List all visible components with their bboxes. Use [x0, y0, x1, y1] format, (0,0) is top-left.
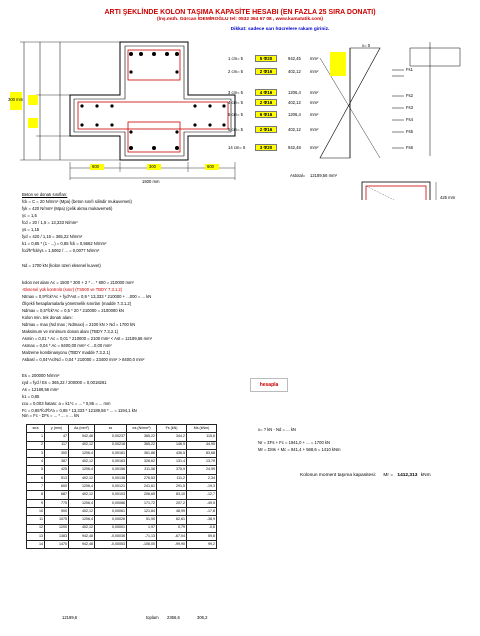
table-cell: 942,48: [69, 532, 95, 540]
table-cell: 0,00061: [95, 507, 127, 515]
input-note: Dikkat: sadece sarı hücrelere rakam giriniz.: [230, 27, 330, 32]
table-cell: 0,00001: [95, 524, 127, 532]
col-header-eps: εs: [95, 425, 127, 433]
table-cell: 83,68: [187, 449, 217, 457]
table-cell: 311,56: [127, 466, 157, 474]
table-cell: 59,8: [187, 532, 217, 540]
input-fck[interactable]: fck = C = 20 N/mm² (Mpa) (beton sınıfı silindir mukavemeti): [22, 199, 132, 204]
table-cell: 14: [27, 541, 45, 549]
table-cell: 1383: [45, 532, 69, 540]
layer-7-rebar[interactable]: 3 Φ20: [255, 144, 277, 151]
table-cell: 24,99: [187, 466, 217, 474]
es-line-7: Nm = Fc - ΣFs = ... * ... = ... kN: [22, 413, 80, 418]
layer-5-unit: mm²: [310, 112, 319, 117]
es-line-4: k1 = 0,85: [22, 394, 40, 399]
layer-7-unit: mm²: [310, 145, 319, 150]
astotal-value: 12189,56 mm²: [310, 173, 337, 178]
top-label-x: x= 0: [362, 43, 371, 48]
table-row: [27, 507, 217, 515]
table-cell: -38,9: [187, 516, 217, 524]
table-cell: 0,00086: [95, 499, 127, 507]
table-cell: 687: [45, 491, 69, 499]
table-cell: 0,00103: [95, 491, 127, 499]
col-header-fs: Fs (kN): [157, 425, 187, 433]
calc-line-1: kolon net alanı Ac = 1500 * 300 + 2 * ... * 600 = 210000 mm²: [22, 280, 134, 285]
table-cell: 1075: [45, 516, 69, 524]
table-cell: 51,90: [127, 516, 157, 524]
table-cell: 0,00237: [95, 433, 127, 441]
layer-1-depth: 1 cm= 5: [228, 56, 244, 61]
force-label-6: Fs6: [406, 145, 413, 150]
table-cell: 361,86: [127, 449, 157, 457]
table-cell: 1206,4: [69, 483, 95, 491]
calc-line-4: Ölçekli hesaplamalarla yönetmelik sınırları (madde 7.3.1.2): [22, 301, 132, 306]
table-cell: 171,72: [127, 499, 157, 507]
es-line-6: Fc = 0,85*fcd*b*a = 0,85 * 13,333 * 12189,56 * ... = 1194,1 kN: [22, 408, 137, 413]
table-cell: 436,5: [157, 449, 187, 457]
force-label-2: Fs2: [406, 93, 413, 98]
layer-5-area: 1206,4: [288, 112, 301, 117]
table-cell: -0,00053: [95, 541, 127, 549]
table-cell: 326,62: [127, 458, 157, 466]
col-header-as: As (mm²): [69, 425, 95, 433]
layer-1-area: 942,45: [288, 56, 301, 61]
input-gamma-c[interactable]: γc = 1,5: [22, 213, 37, 218]
calc-line-2: -Eksenel yük kontrolü (sınır) (TS500 ve TBDY 7.3.1.2): [22, 287, 123, 292]
table-cell: 1206,4: [69, 449, 95, 457]
table-cell: 4: [27, 458, 45, 466]
layer-5-rebar[interactable]: 6 Φ16: [255, 111, 277, 118]
force-label-4: Fs4: [406, 117, 413, 122]
table-cell: 402,12: [69, 474, 95, 482]
table-cell: 276,53: [127, 474, 157, 482]
table-cell: 600: [45, 483, 69, 491]
table-cell: -17,8: [187, 507, 217, 515]
table-cell: 62,61: [157, 516, 187, 524]
force-label-3: Fs3: [406, 105, 413, 110]
table-cell: 0,79: [157, 524, 187, 532]
table-cell: 900: [45, 507, 69, 515]
col-header-ms: Ms (kNm): [187, 425, 217, 433]
table-cell: 207,2: [157, 499, 187, 507]
table-cell: 146,9: [157, 441, 187, 449]
layer-2-area: 402,12: [288, 69, 301, 74]
table-row: [27, 516, 217, 524]
layer-2-depth: 2 cm= 5: [228, 69, 244, 74]
dim-total-height: 300 mm: [8, 97, 24, 102]
astotal-label: Astotal=: [290, 173, 306, 178]
force-label-1: Fs1: [406, 67, 413, 72]
result-unit: kNm: [420, 473, 431, 478]
table-cell: 44,95: [187, 441, 217, 449]
calc-line-6: Kolon min. tek donatı alanı:: [22, 315, 73, 320]
calc-line-3: Ntmax = 0,9*fck*Ac + fyd*Ast = 0,9 * 13,333 * 210000 + ...000 = ... kN: [22, 294, 152, 299]
dim-bottom-right: 600: [207, 164, 214, 169]
table-total-label: toplam: [146, 615, 159, 620]
table-row: [27, 499, 217, 507]
section2-dim: 425 mm: [440, 195, 456, 200]
table-cell: 2,34: [187, 474, 217, 482]
table-cell: 7: [27, 483, 45, 491]
table-header-row: [27, 425, 217, 433]
table-cell: 13,79: [187, 458, 217, 466]
table-cell: 375,9: [157, 466, 187, 474]
table-row: [27, 491, 217, 499]
layer-6-depth: 6 cm= 5: [228, 127, 244, 132]
table-cell: 99,2: [187, 541, 217, 549]
table-cell: 0,00181: [95, 449, 127, 457]
table-total-area: 12189,6: [62, 615, 78, 620]
table-cell: 47: [45, 433, 69, 441]
table-cell: 115,6: [187, 433, 217, 441]
table-cell: 0,00121: [95, 483, 127, 491]
layer-3-area: 1206,4: [288, 90, 301, 95]
dim-bottom-total: 1500 mm: [142, 179, 160, 184]
table-total-ms: 306,2: [197, 615, 208, 620]
table-row: [27, 449, 217, 457]
table-cell: 402,12: [69, 524, 95, 532]
table-cell: -106,00: [127, 541, 157, 549]
column-outline: [70, 42, 235, 160]
table-cell: 131,4: [157, 458, 187, 466]
calc-line-7: Ndmax = max (Nd max ; Ndmaxı) = 2100 kN > Nd = 1700 kN: [22, 322, 136, 327]
calc-line-5: Ndmax = 0,5*fck*Ac = 0,5 * 20 * 210000 = 2100000 kN: [22, 308, 124, 313]
calc-line-12: Asbasl = 0,04*Ac/Nd = 0,04 * 210000 = 23400 mm² > 8400,0 mm²: [22, 357, 145, 362]
table-cell: 365,22: [127, 433, 157, 441]
table-cell: 48,99: [157, 507, 187, 515]
table-cell: 6: [27, 474, 45, 482]
page-subtitle: (İnş.müh. Gürcan İDEMİROĞLU tel: 0532 364 67 08 , www.kamatatik.com): [157, 17, 323, 22]
table-cell: 775: [45, 499, 69, 507]
table-cell: 1470: [45, 541, 69, 549]
table-cell: 1206,4: [69, 499, 95, 507]
table-cell: 0,00163: [95, 458, 127, 466]
layer-3-depth: 3 cm= 5: [228, 90, 244, 95]
layer-5-depth: 5 cm= 5: [228, 112, 244, 117]
layer-6-rebar[interactable]: 2 Φ16: [255, 126, 277, 133]
layer-3-rebar[interactable]: 4 Φ16: [255, 89, 277, 96]
table-cell: -0,00036: [95, 532, 127, 540]
table-row: [27, 466, 217, 474]
layer-7-area: 942,48: [288, 145, 301, 150]
table-cell: 206,65: [127, 491, 157, 499]
table-cell: -12,7: [187, 491, 217, 499]
table-cell: 10: [27, 507, 45, 515]
calc-k1: k1 = 0,85 * (1 - ...) = 0,85 fck = 0,5662 N/mm²: [22, 241, 107, 246]
table-cell: 402,12: [69, 458, 95, 466]
table-cell: 2: [27, 441, 45, 449]
result-value: 1412,313: [397, 473, 418, 478]
page-title: ARTI ŞEKLİNDE KOLON TAŞIMA KAPASİTE HESABI (EN FAZLA 25 SIRA DONATI): [104, 9, 376, 16]
table-row: [27, 483, 217, 491]
table-cell: 0,00218: [95, 441, 127, 449]
table-cell: 402,12: [69, 491, 95, 499]
inputs-heading: Beton ve donatı sınıfları:: [22, 192, 68, 197]
layer-2-rebar[interactable]: 2 Φ16: [255, 68, 277, 75]
result-line-2: Nr = ΣFs + Fc = 1941,0 + ... = 1700 kN: [258, 440, 331, 445]
col-header-row: sıra: [27, 425, 45, 433]
table-cell: 942,48: [69, 433, 95, 441]
input-nd[interactable]: Nd = 1700 kN (kolon üzeri eksenel kuvvet): [22, 263, 101, 268]
force-label-5: Fs5: [406, 129, 413, 134]
results-table: [26, 424, 217, 549]
table-cell: 3: [27, 449, 45, 457]
table-total-fs: 2366,6: [167, 615, 180, 620]
table-cell: -71,13: [127, 532, 157, 540]
result-label: Kolonun moment taşıma kapasitesi:: [300, 473, 376, 478]
table-cell: 942,48: [69, 541, 95, 549]
es-line-2: εyd = fyd / Es = 365,22 / 200000 = 0,0018261: [22, 380, 107, 385]
input-gamma-s[interactable]: γs = 1,15: [22, 227, 40, 232]
table-cell: 344,2: [157, 433, 187, 441]
table-cell: 12: [27, 524, 45, 532]
table-cell: 1206,4: [69, 466, 95, 474]
result-line-3: Mr = ΣMs + Mc = 841,4 + 568,6 = 1410 kNm: [258, 447, 341, 452]
dim-bottom-left: 600: [92, 164, 99, 169]
table-cell: 11: [27, 516, 45, 524]
calc-ratio: fcd/h*fck/γs = 1,5062 / ... = 0,0077 N/mm²: [22, 248, 100, 253]
table-cell: 83,10: [157, 491, 187, 499]
table-cell: -0,6: [187, 524, 217, 532]
table-cell: 402,12: [69, 441, 95, 449]
table-row: [27, 458, 217, 466]
result-line-1: x= ? kN - Nd = ... kN: [258, 427, 296, 432]
table-row: [27, 441, 217, 449]
layer-3-unit: mm²: [310, 90, 319, 95]
table-cell: 8: [27, 491, 45, 499]
table-cell: 425: [45, 466, 69, 474]
strain-diagram: [320, 48, 380, 158]
table-cell: 1206,4: [69, 516, 95, 524]
table-row: [27, 433, 217, 441]
es-line-3: As = 12189,56 mm²: [22, 387, 59, 392]
table-cell: 300: [45, 449, 69, 457]
layer-7-depth: 14 cm= 5: [228, 145, 246, 150]
col-header-y: y (mm): [45, 425, 69, 433]
table-cell: 117: [45, 441, 69, 449]
es-line-5: εcu = 0,003 hatası: a = k1*c = ... * 0,85 = ... mm: [22, 401, 111, 406]
layer-1-unit: mm²: [310, 56, 319, 61]
table-cell: -67,04: [157, 532, 187, 540]
dim-bottom-mid: 300: [149, 164, 156, 169]
layer-4-rebar[interactable]: 2 Φ16: [255, 99, 277, 106]
table-cell: 513: [45, 474, 69, 482]
col-header-sigma: σs (N/mm²): [127, 425, 157, 433]
table-row: [27, 541, 217, 549]
es-line-1: Es = 200000 N/mm²: [22, 373, 60, 378]
table-cell: 291,5: [157, 483, 187, 491]
calc-fyd: fyd = 420 / 1,15 = 365,22 N/mm²: [22, 234, 83, 239]
layer-2-unit: mm²: [310, 69, 319, 74]
table-cell: 121,84: [127, 507, 157, 515]
calculate-button[interactable]: hesapla: [250, 378, 288, 392]
table-cell: 1,97: [127, 524, 157, 532]
calc-fcd: fcd = 20 / 1,5 = 13,333 N/mm²: [22, 220, 78, 225]
layer-4-unit: mm²: [310, 100, 319, 105]
table-row: [27, 524, 217, 532]
table-cell: -49,5: [187, 499, 217, 507]
input-fyk[interactable]: fyk = 420 N/mm² (Mpa) (çelik akma mukavemeti): [22, 206, 113, 211]
layer-6-unit: mm²: [310, 127, 319, 132]
table-cell: 387: [45, 458, 69, 466]
layer-4-depth: 4 cm= 5: [228, 100, 244, 105]
table-cell: -19,3: [187, 483, 217, 491]
calc-line-11: Malzeme kombinasyonu (TBDY madde 7.3.2.1): [22, 350, 111, 355]
result-name: Mr =: [383, 473, 394, 478]
table-cell: 241,61: [127, 483, 157, 491]
table-cell: 0,00138: [95, 474, 127, 482]
layer-4-area: 402,12: [288, 100, 301, 105]
table-row: [27, 474, 217, 482]
table-cell: 13: [27, 532, 45, 540]
calc-line-9: Asmin = 0,01 * Ac = 0,01 * 210000 = 2100 mm² < Ast = 12189,56 mm²: [22, 336, 153, 341]
calc-line-10: Asmax = 0,04 * Ac = 8400,00 mm² < ...0,00 mm²: [22, 343, 112, 348]
table-cell: -99,90: [157, 541, 187, 549]
table-cell: 365,22: [127, 441, 157, 449]
table-cell: 9: [27, 499, 45, 507]
table-cell: 402,12: [69, 507, 95, 515]
layer-1-rebar[interactable]: 5 Φ20: [255, 55, 277, 62]
table-cell: 0,00026: [95, 516, 127, 524]
table-row: [27, 532, 217, 540]
table-cell: 1200: [45, 524, 69, 532]
table-cell: 5: [27, 466, 45, 474]
moment-capacity-result: [300, 474, 431, 479]
table-cell: 111,2: [157, 474, 187, 482]
calc-line-8: Maksimum ve minimum donatı alanı (TBDY 7.3.2.1): [22, 329, 119, 334]
layer-6-area: 402,12: [288, 127, 301, 132]
table-cell: 0,00156: [95, 466, 127, 474]
table-cell: 1: [27, 433, 45, 441]
